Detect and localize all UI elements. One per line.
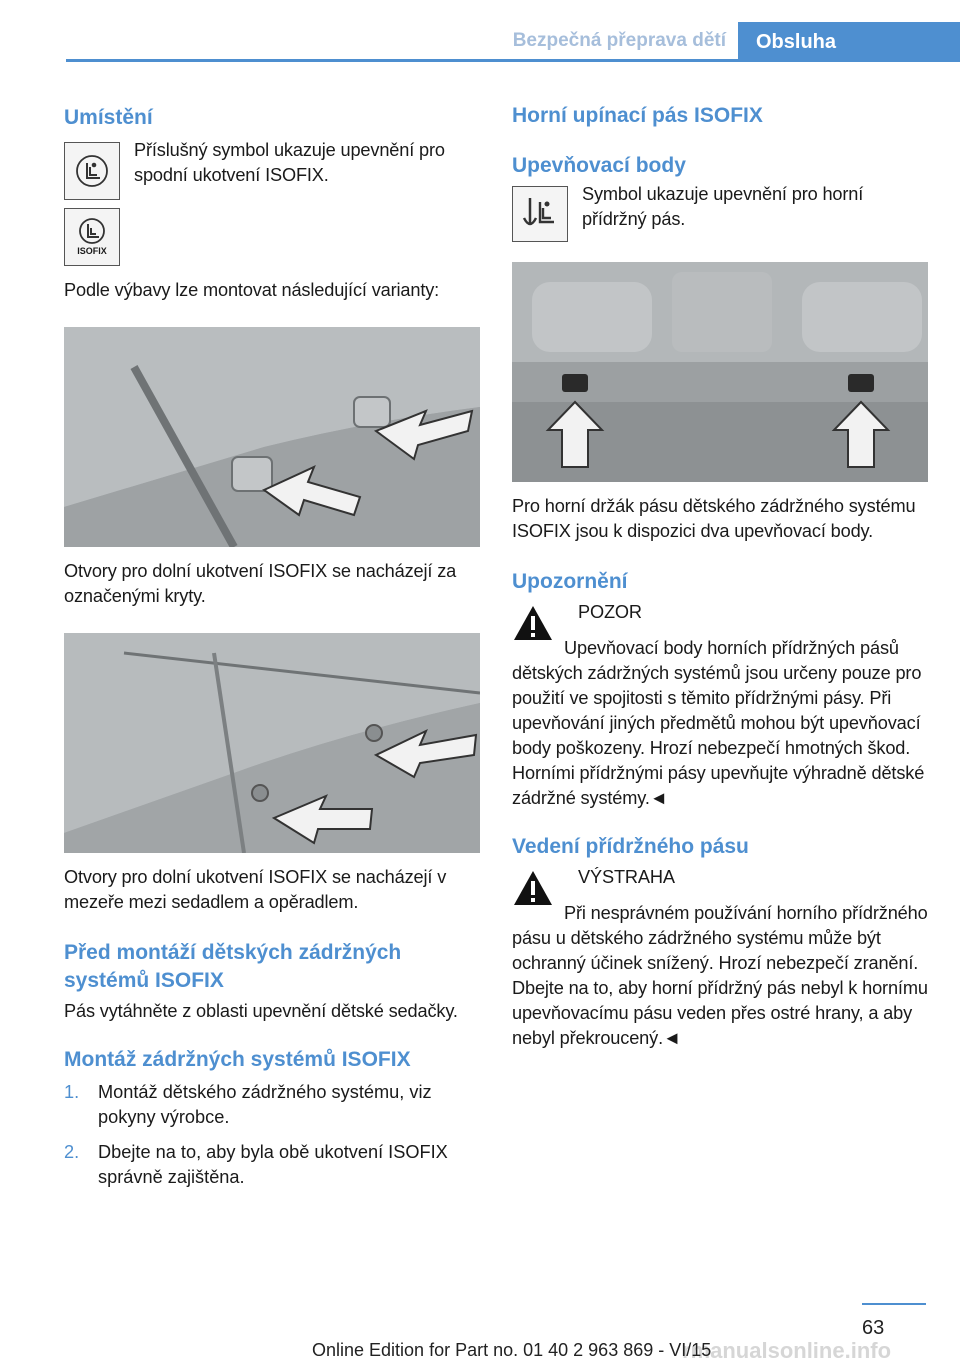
step-text: Dbejte na to, aby byla obě ukotvení ISOFIX správně zajištěna. [98,1142,448,1187]
watermark: rmanualsonline.info [682,1338,892,1363]
footer-rule [862,1303,926,1305]
top-tether-icon [512,186,568,242]
heading-mounting: Montáž zádržných systémů ISOFIX [64,1048,411,1071]
isofix-icon [64,208,120,266]
notice-label: POZOR [578,602,642,622]
step-text: Montáž dětského zádržného systému, viz pokyny výrobce. [98,1082,432,1127]
chapter-tab: Obsluha [738,22,960,62]
list-item [64,1080,480,1130]
heading-anchor-points: Upevňovací body [512,154,686,177]
header-rule [66,59,960,62]
step-number: 2. [64,1142,80,1162]
heading-umisteni: Umístění [64,106,153,129]
heading-before-mounting: Před montáží dětských zádržných systémů ISOFIX [64,941,402,992]
heading-notice: Upozornění [512,570,628,593]
caption-anchor-points: Pro horní držák pásu dětského zádržného systému ISOFIX jsou k dispozici dva upevňovací body. [512,496,916,541]
heading-belt-routing: Vedení přídržného pásu [512,835,749,858]
right-column [512,100,928,1051]
mounting-steps [64,1080,480,1190]
heading-top-tether: Horní upínací pás ISOFIX [512,104,763,127]
section-title: Bezpečná přeprava dětí [512,30,726,51]
warning-triangle-icon [512,869,554,907]
caption-gap: Otvory pro dolní ukotvení ISOFIX se nacházejí v mezeře mezi sedadlem a opěradlem. [64,867,447,912]
list-item [64,1140,480,1190]
anchor-text: Symbol ukazuje upevnění pro horní přídržný pás. [582,184,864,229]
step-number: 1. [64,1082,80,1102]
rear-shelf-photo [512,262,928,482]
rear-seat-photo-covers [64,327,480,547]
warning-triangle-icon [512,604,554,642]
page-header [66,22,960,62]
isofix-icon-label: ISOFIX [77,246,107,256]
edition-footer: Online Edition for Part no. 01 40 2 963 869 - VI/15 [312,1340,712,1360]
umisteni-text: Příslušný symbol ukazuje upevnění pro spodní ukotvení ISOFIX. [134,140,445,185]
variants-text: Podle výbavy lze montovat následující varianty: [64,280,440,300]
notice-text: Upevňovací body horních přídržných pásů dětských zádržných systémů jsou určeny pouze pro použití ve spojitosti s těmito přídržnými pásy. Při upevňování jiných předmětů mohou být upevňovací body poškozeny. Hrozí nebezpečí hmotných škod. Horními přídržnými pásy upevňujte výhradně dětské zádržné systémy.◄ [512,638,925,808]
rear-seat-photo-gap [64,633,480,853]
child-seat-icon [64,142,120,200]
before-mounting-text: Pás vytáhněte z oblasti upevnění dětské sedačky. [64,1001,458,1021]
caption-covers: Otvory pro dolní ukotvení ISOFIX se nacházejí za označenými kryty. [64,561,457,606]
page-number: 63 [862,1317,885,1339]
warning-text: Při nesprávném používání horního přídržného pásu u dětského zádržného systému může být ochranný účinek snížený. Hrozí nebezpečí zranění. Dbejte na to, aby horní přídržný pás nebyl k hornímu upevňovacímu pásu veden přes ostré hrany, a aby nebyl překroucený.◄ [512,903,928,1048]
warning-label: VÝSTRAHA [578,867,675,887]
left-column [64,100,480,1190]
